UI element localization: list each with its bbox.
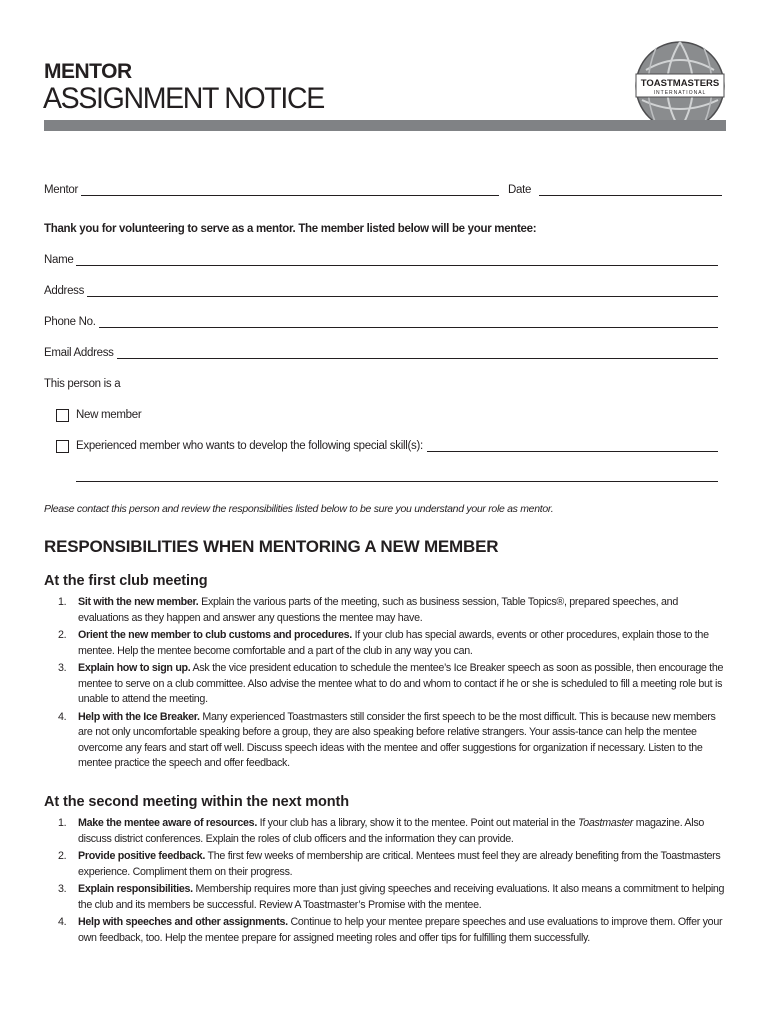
address-field[interactable] bbox=[44, 285, 718, 297]
second-meeting-title: At the second meeting within the next month bbox=[44, 794, 350, 810]
second-meeting-list bbox=[58, 816, 730, 948]
logo-text-sub: INTERNATIONAL bbox=[653, 90, 707, 96]
new-member-checkbox[interactable] bbox=[56, 409, 69, 422]
header-divider-bar bbox=[44, 120, 726, 131]
skills-input-line-2[interactable] bbox=[76, 472, 718, 482]
list-item: 1. Sit with the new member. Explain the various parts of the meeting, such as business session, Table Topics®, prepared speeches, and evaluations as they happen and answer any questions the mentee may have. bbox=[58, 596, 678, 624]
first-meeting-list bbox=[58, 595, 730, 774]
first-meeting-title: At the first club meeting bbox=[44, 573, 208, 589]
mentor-input-line[interactable] bbox=[81, 186, 499, 196]
experienced-member-field[interactable] bbox=[76, 440, 718, 452]
list-item: 1. Make the mentee aware of resources. If your club has a library, show it to the mentee. Point out material in the Toastmaster magazine. Also discuss district conferences. Explain the roles of club officers and the information they can provide. bbox=[58, 817, 705, 845]
skills-input-line[interactable] bbox=[427, 442, 718, 452]
logo-text-main: TOASTMASTERS bbox=[640, 78, 720, 89]
this-person-label bbox=[44, 378, 120, 390]
new-member-label: New member bbox=[76, 409, 142, 421]
toastmasters-logo-icon bbox=[634, 40, 726, 132]
experienced-member-checkbox[interactable] bbox=[56, 440, 69, 453]
list-item: 3. Explain how to sign up. Ask the vice president education to schedule the mentee’s Ice Breaker speech as soon as possible, then encourage the mentee to serve on a club committee. Also advise the mentee what to do and whom to contact if he or she is scheduled to fill a meeting role but is unable to attend the meeting. bbox=[58, 662, 724, 705]
name-label: Name bbox=[44, 254, 74, 266]
mentor-label: Mentor bbox=[44, 184, 78, 196]
date-field[interactable] bbox=[508, 184, 722, 196]
date-label: Date bbox=[508, 184, 532, 196]
responsibilities-title: RESPONSIBILITIES WHEN MENTORING A NEW MEMBER bbox=[44, 537, 499, 556]
skills-extra-field[interactable] bbox=[76, 472, 718, 482]
title-mentor: MENTOR bbox=[44, 60, 132, 83]
title-assignment-notice: ASSIGNMENT NOTICE bbox=[43, 82, 324, 115]
date-input-line[interactable] bbox=[539, 186, 722, 196]
list-item: 3. Explain responsibilities. Membership requires more than just giving speeches and receiving evaluations. It also means a commitment to helping the club and its members be successful. Review A Toastmaster’s Promise with the mentee. bbox=[58, 883, 725, 911]
list-item: 2. Orient the new member to club customs and procedures. If your club has special awards, events or other procedures, explain those to the mentee. Help the mentee become comfortable and a part of the club in any way you can. bbox=[58, 629, 709, 657]
list-item: 2. Provide positive feedback. The first few weeks of membership are critical. Mentees must feel they are already benefiting from the Toastmasters experience. Compliment them on their progress. bbox=[58, 850, 721, 878]
list-item: 4. Help with the Ice Breaker. Many experienced Toastmasters still consider the first speech to be the most difficult. This is because new members are not only uncomfortable speaking before a group, they are also speaking before relative strangers. Your assis-tance can help the mentee overcome any fears and start off well. Discuss speech ideas with the mentee and offer suggestions for organization if necessary. Listen to the mentee practice the speech and offer feedback. bbox=[58, 710, 716, 769]
phone-label: Phone No. bbox=[44, 316, 96, 328]
intro-text: Thank you for volunteering to serve as a mentor. The member listed below will be your mentee: bbox=[44, 223, 537, 235]
email-input-line[interactable] bbox=[117, 349, 718, 359]
address-input-line[interactable] bbox=[87, 287, 718, 297]
this-person-text: This person is a bbox=[44, 378, 121, 390]
phone-input-line[interactable] bbox=[99, 318, 718, 328]
name-field[interactable] bbox=[44, 254, 718, 266]
email-field[interactable] bbox=[44, 347, 718, 359]
list-item: 4. Help with speeches and other assignments. Continue to help your mentee prepare speeches and use evaluations to improve them. Offer your own feedback, too. Help the mentee prepare for assigned meeting roles and offer tips for fulfilling them successfully. bbox=[58, 916, 723, 944]
experienced-member-label: Experienced member who wants to develop the following special skill(s): bbox=[76, 440, 423, 452]
address-label: Address bbox=[44, 285, 85, 297]
email-label: Email Address bbox=[44, 347, 114, 359]
contact-note: Please contact this person and review the responsibilities listed below to be sure you understand your role as mentor. bbox=[44, 503, 554, 515]
name-input-line[interactable] bbox=[76, 256, 718, 266]
phone-field[interactable] bbox=[44, 316, 718, 328]
new-member-option bbox=[76, 409, 141, 421]
mentor-field[interactable] bbox=[44, 184, 499, 196]
